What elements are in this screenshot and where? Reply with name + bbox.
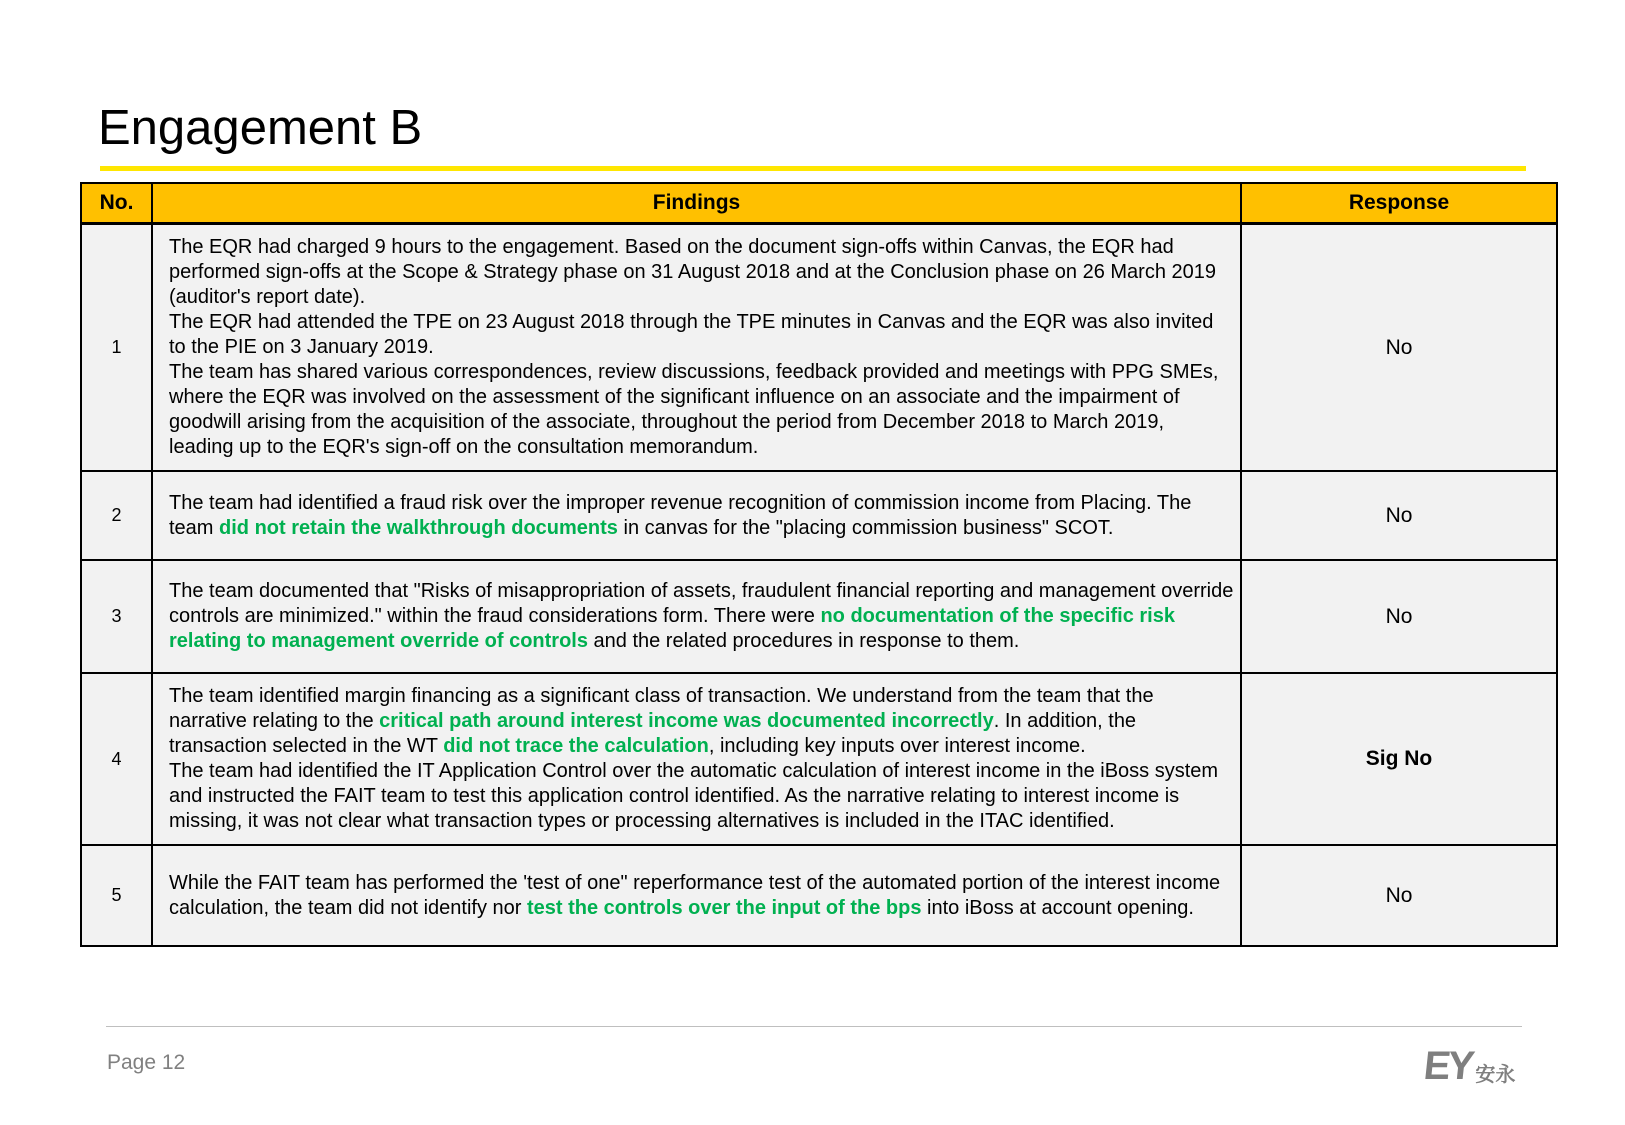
footer-divider <box>106 1026 1522 1027</box>
response-cell: No <box>1241 845 1557 946</box>
finding-highlight: did not trace the calculation <box>443 735 709 757</box>
finding-cell <box>152 471 1241 560</box>
table-row <box>81 560 1557 673</box>
finding-text: The team has shared various correspondences, review discussions, feedback provided and meetings with PPG SMEs, where the EQR was involved on the assessment of the significant influence on an associate and the impairment of goodwill arising from the acquisition of the associate, throughout the period from December 2018 to March 2019, leading up to the EQR's sign-off on the consultation memorandum. <box>169 361 1219 458</box>
finding-text: The EQR had attended the TPE on 23 August 2018 through the TPE minutes in Canvas and the EQR was also invited to the PIE on 3 January 2019. <box>169 311 1214 358</box>
finding-paragraph <box>169 360 1234 460</box>
header-response: Response <box>1241 183 1557 224</box>
ey-logo-mark: EY <box>1421 1044 1474 1088</box>
table-row <box>81 845 1557 946</box>
finding-cell <box>152 845 1241 946</box>
finding-paragraph <box>169 579 1234 654</box>
row-number: 4 <box>81 673 152 845</box>
finding-cell <box>152 560 1241 673</box>
finding-highlight: test the controls over the input of the bps <box>527 896 922 919</box>
finding-text: The team had identified a fraud risk over the improper revenue recognition of commission income from Placing. The team <box>169 491 1192 539</box>
finding-text: in canvas for the "placing commission business" SCOT. <box>617 516 1114 539</box>
finding-highlight: critical path around interest income was documented incorrectly <box>379 710 994 732</box>
row-number: 5 <box>81 845 152 946</box>
finding-text: While the FAIT team has performed the 'test of one" reperformance test of the automated portion of the interest income calculation, the team did not identify nor <box>169 871 1221 919</box>
row-number: 3 <box>81 560 152 673</box>
title-underline <box>100 166 1526 171</box>
finding-highlight: did not retain the walkthrough documents <box>219 516 618 539</box>
finding-text: , including key inputs over interest income. <box>708 735 1086 757</box>
finding-text: The team documented that "Risks of misappropriation of assets, fraudulent financial reporting and management override controls are minimized." within the fraud considerations form. There were <box>169 580 1234 627</box>
finding-paragraph <box>169 310 1234 360</box>
finding-cell <box>152 224 1241 472</box>
finding-text: and the related procedures in response to them. <box>587 630 1020 652</box>
finding-text: into iBoss at account opening. <box>921 896 1194 919</box>
response-cell: Sig No <box>1241 673 1557 845</box>
table-header-row <box>81 183 1557 224</box>
row-number: 1 <box>81 224 152 472</box>
response-cell: No <box>1241 560 1557 673</box>
ey-logo-cjk: 安永 <box>1475 1062 1516 1086</box>
header-findings: Findings <box>152 183 1241 224</box>
ey-logo <box>1421 1044 1516 1088</box>
page-number: Page 12 <box>107 1051 186 1074</box>
response-cell: No <box>1241 224 1557 472</box>
page-title: Engagement B <box>98 101 423 155</box>
finding-highlight: no documentation of the specific risk relating to management override of controls <box>169 605 1175 652</box>
finding-cell <box>152 673 1241 845</box>
row-number: 2 <box>81 471 152 560</box>
finding-text: The team had identified the IT Application Control over the automatic calculation of interest income in the iBoss system and instructed the FAIT team to test this application control identified. As the narrative relating to interest income is missing, it was not clear what transaction types or processing alternatives is included in the ITAC identified. <box>169 760 1219 832</box>
table-row <box>81 471 1557 560</box>
finding-paragraph <box>169 491 1234 541</box>
finding-paragraph <box>169 871 1234 921</box>
findings-table <box>80 182 1558 947</box>
finding-text: The EQR had charged 9 hours to the engagement. Based on the document sign-offs within Canvas, the EQR had performed sign-offs at the Scope & Strategy phase on 31 August 2018 and at the Conclusion phase on 26 March 2019 (auditor's report date). <box>169 236 1217 308</box>
finding-paragraph <box>169 759 1234 834</box>
finding-paragraph <box>169 235 1234 310</box>
finding-text: The team identified margin financing as a significant class of transaction. We understand from the team that the narrative relating to the <box>169 685 1154 732</box>
table-row <box>81 224 1557 472</box>
response-cell: No <box>1241 471 1557 560</box>
finding-text: . In addition, the transaction selected in the WT <box>169 710 1137 757</box>
finding-paragraph <box>169 684 1234 759</box>
table-row <box>81 673 1557 845</box>
table-body <box>81 224 1557 947</box>
header-no: No. <box>81 183 152 224</box>
